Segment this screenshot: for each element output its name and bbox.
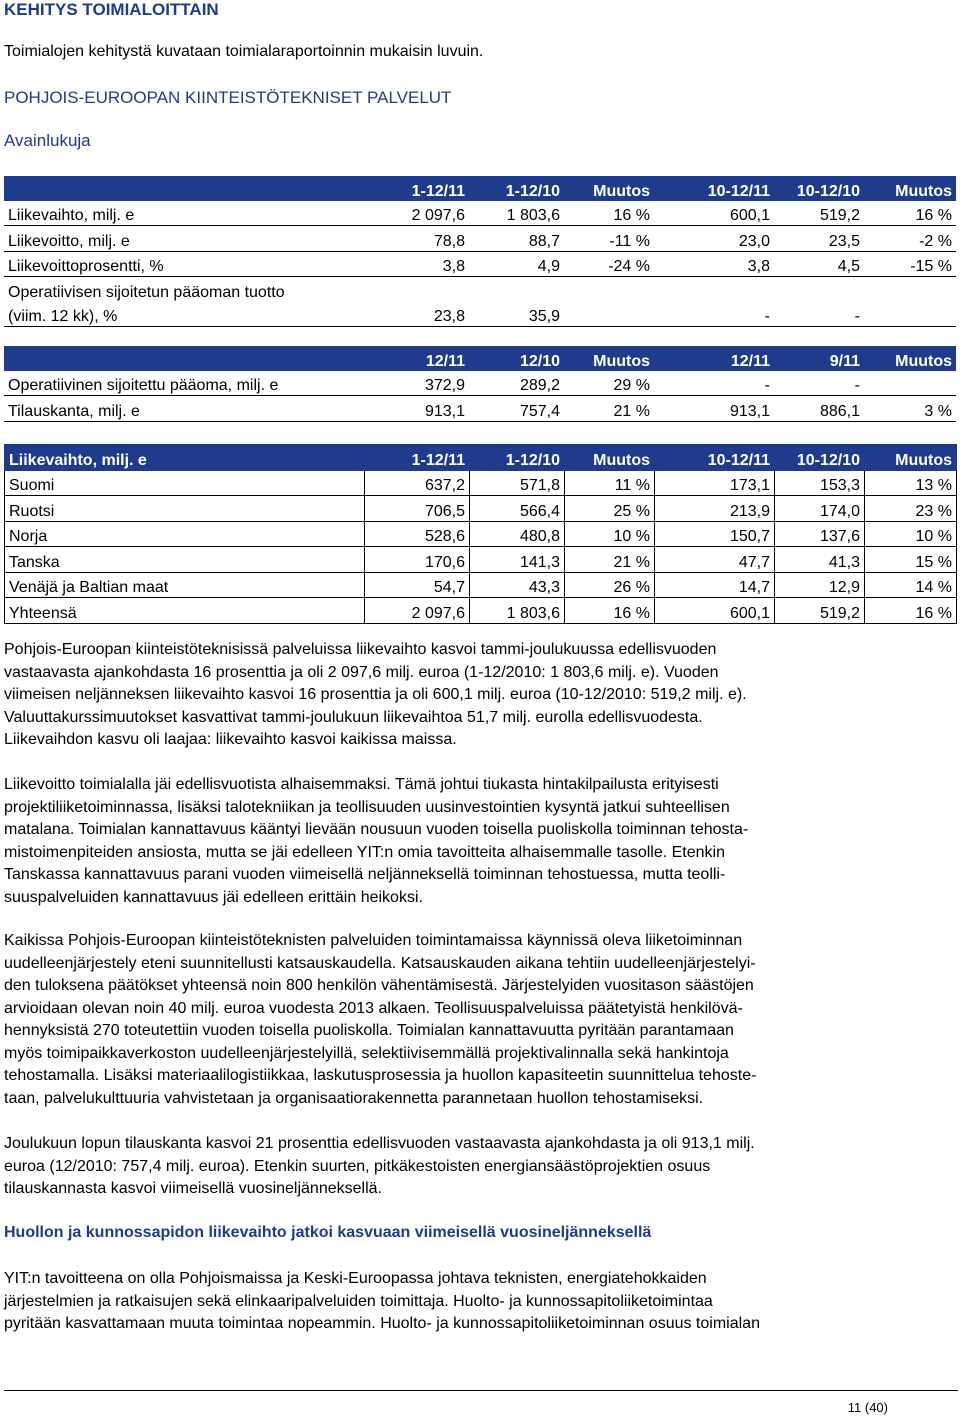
cell: 528,6 — [365, 521, 470, 547]
cell: 3 % — [864, 396, 956, 422]
cell: -24 % — [564, 251, 654, 277]
column-header: Muutos — [864, 346, 956, 371]
cell: 15 % — [865, 547, 957, 573]
table-row — [4, 226, 956, 252]
column-header: 9/11 — [774, 346, 864, 371]
cell: 47,7 — [655, 547, 775, 573]
cell: 372,9 — [364, 371, 469, 396]
cell: 12,9 — [775, 572, 865, 598]
cell: -15 % — [864, 251, 956, 277]
section-subheading: Huollon ja kunnossapidon liikevaihto jatkoi kasvuaan viimeisellä vuosineljänneksellä — [4, 1224, 652, 1241]
paragraph: Liikevoitto toimialalla jäi edellisvuotista alhaisemmaksi. Tämä johtui tiukasta hintakilpailusta erityisesti projektiliiketoiminnassa, lisäksi talotekniikan ja teollisuuden uusinvestointien kysyntä jatkui suhteellisen matalana. Toimialan kannattavuus kääntyi lievään nousuun vuoden toisella puoliskolla toiminnan tehosta- mistoimenpiteiden ansiosta, mutta se jäi edelleen YIT:n omia tavoitteita alhaisemmalle tasolle. Etenkin Tanskassa kannattavuus parani vuoden viimeisellä neljänneksellä toiminnan tehostuessa, mutta teolli- suuspalveluiden kannattavuus jäi edelleen erittäin heikoksi. — [4, 776, 749, 906]
cell: 4,9 — [469, 251, 564, 277]
cell: 23,5 — [774, 226, 864, 252]
revenue-by-country-table — [4, 444, 957, 624]
cell: 88,7 — [469, 226, 564, 252]
row-label: (viim. 12 kk), % — [4, 302, 364, 327]
column-header: 10-12/10 — [774, 176, 864, 201]
cell: 10 % — [865, 521, 957, 547]
cell: 757,4 — [469, 396, 564, 422]
cell: 213,9 — [655, 496, 775, 522]
table-row — [4, 251, 956, 277]
column-header: 10-12/10 — [775, 445, 865, 471]
cell — [864, 371, 956, 396]
table-row — [4, 201, 956, 226]
cell: 25 % — [565, 496, 655, 522]
cell: - — [654, 302, 774, 327]
intro-text: Toimialojen kehitystä kuvataan toimialaraportoinnin mukaisin luvuin. — [4, 43, 484, 60]
column-header: Muutos — [564, 176, 654, 201]
cell: 174,0 — [775, 496, 865, 522]
cell: 886,1 — [774, 396, 864, 422]
cell: - — [774, 302, 864, 327]
page-number: 11 (40) — [847, 1400, 888, 1415]
row-label: Suomi — [5, 470, 365, 496]
row-label: Yhteensä — [5, 598, 365, 624]
cell: 637,2 — [365, 470, 470, 496]
column-header: Muutos — [565, 445, 655, 471]
cell: 519,2 — [774, 201, 864, 226]
cell: 706,5 — [365, 496, 470, 522]
cell: 26 % — [565, 572, 655, 598]
table-row — [4, 302, 956, 327]
cell: 153,3 — [775, 470, 865, 496]
column-header: Muutos — [865, 445, 957, 471]
cell: 16 % — [565, 598, 655, 624]
cell: 78,8 — [364, 226, 469, 252]
cell: 1 803,6 — [469, 201, 564, 226]
table-header-row — [4, 176, 956, 201]
cell: - — [654, 371, 774, 396]
column-header: 1-12/10 — [470, 445, 565, 471]
row-label: Operatiivinen sijoitettu pääoma, milj. e — [4, 371, 364, 396]
cell: -2 % — [864, 226, 956, 252]
column-header: 12/11 — [364, 346, 469, 371]
table-row — [5, 496, 957, 522]
table-row — [5, 572, 957, 598]
cell: 23 % — [865, 496, 957, 522]
cell: 600,1 — [654, 201, 774, 226]
cell: 29 % — [564, 371, 654, 396]
cell: 23,8 — [364, 302, 469, 327]
cell: 913,1 — [654, 396, 774, 422]
column-header: 1-12/11 — [364, 176, 469, 201]
table-header-row — [5, 445, 957, 471]
cell: 35,9 — [469, 302, 564, 327]
paragraph: Kaikissa Pohjois-Euroopan kiinteistöteknisten palveluiden toimintamaissa käynnissä oleva liiketoiminnan uudelleenjärjestely eteni suunnitellusti katsauskaudella. Katsauskauden aikana tehtiin uudelleenjärjestelyi- den tuloksena päätökset yhteensä noin 800 henkilön vähentämisestä. Järjestelyiden vuositason säästöjen arvioidaan olevan noin 40 milj. euroa vuodesta 2013 alkaen. Teollisuuspalveluissa päätetyistä henkilövä- hennyksistä 270 toteutettiin vuoden toisella puoliskolla. Toimialan kannattavuutta pyritään parantamaan myös toimipaikkaverkoston uudelleenjärjestelyillä, selektiivisemmällä projektivalinnalla sekä hankintoja tehostamalla. Lisäksi materiaalilogistiikkaa, laskutusprosessia ja huollon kapasiteetin suunnittelua tehoste- taan, palvelukulttuuria vahvistetaan ja organisaatiorakennetta parannetaan huollon tehostamiseksi. — [4, 932, 757, 1107]
row-label: Venäjä ja Baltian maat — [5, 572, 365, 598]
cell: 13 % — [865, 470, 957, 496]
cell: 4,5 — [774, 251, 864, 277]
cell: 16 % — [564, 201, 654, 226]
cell: 21 % — [564, 396, 654, 422]
cell: 141,3 — [470, 547, 565, 573]
cell: 2 097,6 — [364, 201, 469, 226]
table-row — [4, 277, 956, 302]
cell: 11 % — [565, 470, 655, 496]
cell: 519,2 — [775, 598, 865, 624]
cell: - — [774, 371, 864, 396]
row-label: Norja — [5, 521, 365, 547]
cell: 21 % — [565, 547, 655, 573]
table-row — [5, 547, 957, 573]
paragraph: Joulukuun lopun tilauskanta kasvoi 21 prosenttia edellisvuoden vastaavasta ajankohdasta ja oli 913,1 milj. euroa (12/2010: 757,4 milj. euroa). Etenkin suurten, pitkäkestoisten energiansäästöprojektien osuus tilauskannasta kasvoi viimeisellä vuosineljänneksellä. — [4, 1135, 755, 1197]
cell: 600,1 — [655, 598, 775, 624]
cell: 14 % — [865, 572, 957, 598]
column-header: 12/11 — [654, 346, 774, 371]
table-row — [5, 470, 957, 496]
column-header: 1-12/11 — [365, 445, 470, 471]
row-label: Liikevoittoprosentti, % — [4, 251, 364, 277]
cell: 10 % — [565, 521, 655, 547]
cell: 3,8 — [654, 251, 774, 277]
cell: 54,7 — [365, 572, 470, 598]
cell: 173,1 — [655, 470, 775, 496]
subsection-title: Avainlukuja — [4, 131, 91, 150]
table-row — [5, 521, 957, 547]
paragraph: Pohjois-Euroopan kiinteistöteknisissä palveluissa liikevaihto kasvoi tammi-joulukuussa edellisvuoden vastaavasta ajankohdasta 16 prosenttia ja oli 2 097,6 milj. euroa (1-12/2010: 1 803,6 milj. e). Vuoden viimeisen neljänneksen liikevaihto kasvoi 16 prosenttia ja oli 600,1 milj. euroa (10-12/2010: 519,2 milj. e). Valuuttakurssimuutokset kasvattivat tammi-joulukuun liikevaihtoa 51,7 milj. eurolla edellisvuodesta. Liikevaihdon kasvu oli laajaa: liikevaihto kasvoi kaikissa maissa. — [4, 641, 747, 748]
cell: 571,8 — [470, 470, 565, 496]
table-header-row — [4, 346, 956, 371]
paragraph: YIT:n tavoitteena on olla Pohjoismaissa ja Keski-Euroopassa johtava teknisten, energiatehokkaiden järjestelmien ja ratkaisujen sekä elinkaaripalveluiden toimittaja. Huolto- ja kunnossapitoliiketoimintaa pyritään kasvattamaan muuta toimintaa nopeammin. Huolto- ja kunnossapitoliiketoiminnan osuus toimialan — [4, 1270, 760, 1332]
cell: 1 803,6 — [470, 598, 565, 624]
column-header: 1-12/10 — [469, 176, 564, 201]
cell: 289,2 — [469, 371, 564, 396]
column-header: 12/10 — [469, 346, 564, 371]
column-header: Muutos — [564, 346, 654, 371]
cell: 480,8 — [470, 521, 565, 547]
table-title: Liikevaihto, milj. e — [5, 445, 365, 471]
cell: 16 % — [865, 598, 957, 624]
cell: 150,7 — [655, 521, 775, 547]
footer-divider — [4, 1390, 958, 1391]
column-header: 10-12/11 — [655, 445, 775, 471]
cell: 566,4 — [470, 496, 565, 522]
cell: -11 % — [564, 226, 654, 252]
cell: 14,7 — [655, 572, 775, 598]
table-row — [5, 598, 957, 624]
cell: 43,3 — [470, 572, 565, 598]
row-label: Liikevoitto, milj. e — [4, 226, 364, 252]
cell: 23,0 — [654, 226, 774, 252]
key-figures-table — [4, 176, 956, 327]
column-header: 10-12/11 — [654, 176, 774, 201]
cell: 170,6 — [365, 547, 470, 573]
column-header: Muutos — [864, 176, 956, 201]
row-label: Ruotsi — [5, 496, 365, 522]
cell: 913,1 — [364, 396, 469, 422]
table-row — [4, 371, 956, 396]
cell: 41,3 — [775, 547, 865, 573]
page-heading: KEHITYS TOIMIALOITTAIN — [4, 0, 219, 19]
cell: 2 097,6 — [365, 598, 470, 624]
cell: 137,6 — [775, 521, 865, 547]
capital-orders-table — [4, 346, 956, 422]
row-label: Operatiivisen sijoitetun pääoman tuotto — [8, 283, 285, 301]
row-label: Tilauskanta, milj. e — [4, 396, 364, 422]
row-label: Tanska — [5, 547, 365, 573]
table-row — [4, 396, 956, 422]
row-label: Liikevaihto, milj. e — [4, 201, 364, 226]
cell: 16 % — [864, 201, 956, 226]
section-title: POHJOIS-EUROOPAN KIINTEISTÖTEKNISET PALVELUT — [4, 88, 452, 107]
cell: 3,8 — [364, 251, 469, 277]
